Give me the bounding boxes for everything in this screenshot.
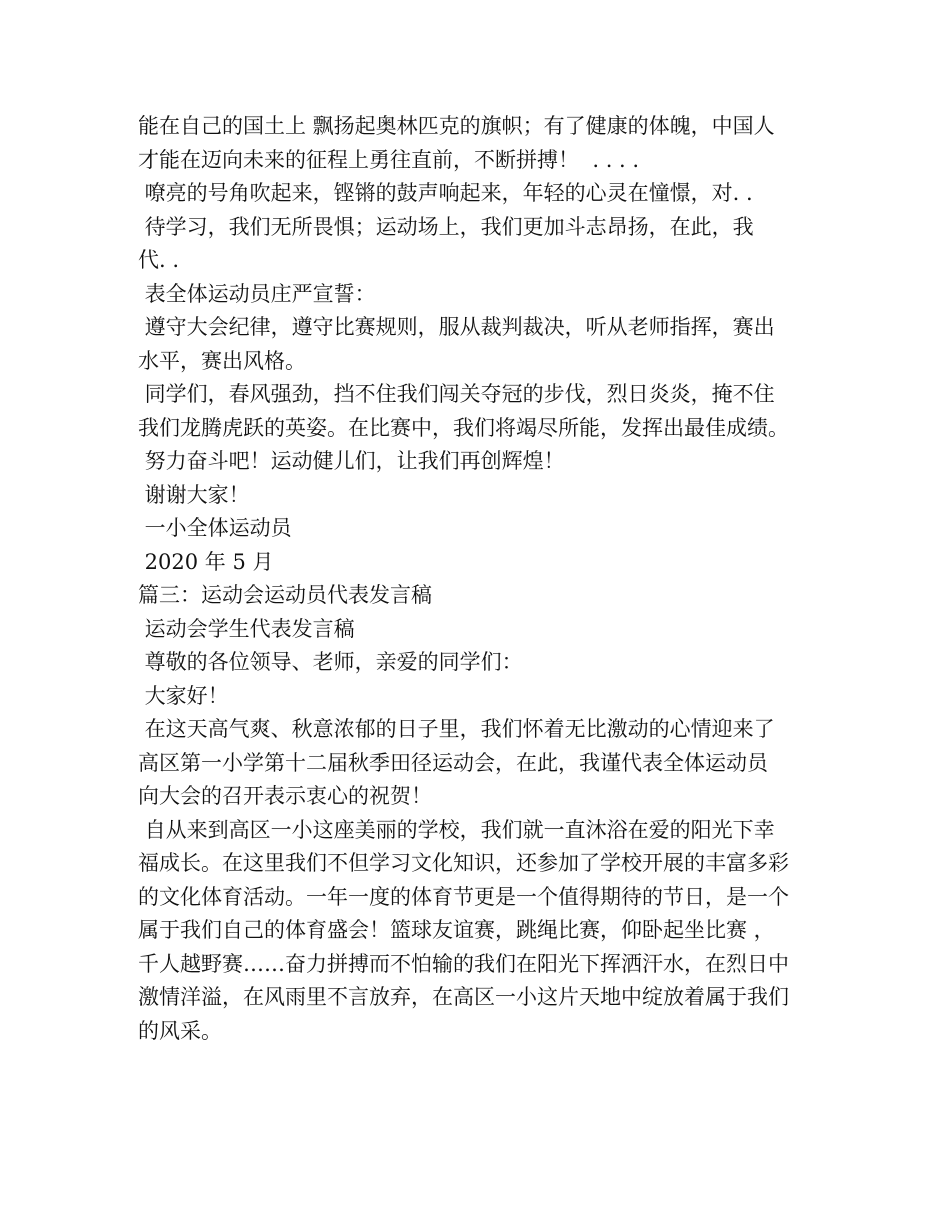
- text-line: 2020 年 5 月: [138, 549, 274, 574]
- text-line: 水平，赛出风格。: [138, 348, 306, 373]
- text-line: 运动会学生代表发言稿: [138, 616, 355, 641]
- text-line: 一小全体运动员: [138, 516, 292, 540]
- text-line: 的文化体育活动。一年一度的体育节更是一个值得期待的节日，是一个: [138, 884, 789, 909]
- text-line: 的风采。: [138, 1018, 222, 1043]
- text-line: 才能在迈向未来的征程上勇往直前，不断拼搏！ . . . .: [138, 147, 640, 172]
- text-line: 福成长。在这里我们不但学习文化知识，还参加了学校开展的丰富多彩: [138, 851, 789, 875]
- text-line: 待学习，我们无所畏惧；运动场上，我们更加斗志昂扬，在此，我: [138, 214, 754, 239]
- text-line: 遵守大会纪律，遵守比赛规则，服从裁判裁决，听从老师指挥，赛出: [138, 315, 775, 339]
- text-line: 努力奋斗吧！运动健儿们，让我们再创辉煌！: [138, 449, 565, 473]
- document-body: [138, 110, 818, 1048]
- text-line: 激情洋溢，在风雨里不言放弃，在高区一小这片天地中绽放着属于我们: [138, 985, 789, 1009]
- text-line: 千人越野赛……奋力拼搏而不怕输的我们在阳光下挥洒汗水，在烈日中: [138, 951, 789, 976]
- text-line: 嘹亮的号角吹起来，铿锵的鼓声响起来，年轻的心灵在憧憬，对. .: [138, 181, 753, 205]
- text-line: 谢谢大家！: [138, 482, 250, 507]
- text-line: 自从来到高区一小这座美丽的学校，我们就一直沐浴在爱的阳光下幸: [138, 817, 775, 842]
- text-line: 代. .: [138, 248, 180, 272]
- text-line: 表全体运动员庄严宣誓：: [138, 281, 376, 306]
- text-line: 同学们，春风强劲，挡不住我们闯关夺冠的步伐，烈日炎炎，掩不住: [138, 382, 775, 406]
- text-line: 向大会的召开表示衷心的祝贺！: [138, 784, 432, 808]
- text-line: 尊敬的各位领导、老师，亲爱的同学们：: [138, 650, 523, 674]
- text-line: 属于我们自己的体育盛会！篮球友谊赛，跳绳比赛，仰卧起坐比赛 ，: [138, 918, 775, 942]
- text-line: 大家好！: [138, 683, 229, 708]
- text-line: 高区第一小学第十二届秋季田径运动会，在此，我谨代表全体运动员: [138, 750, 768, 775]
- text-line: 我们龙腾虎跃的英姿。在比赛中，我们将竭尽所能，发挥出最佳成绩。: [138, 415, 789, 440]
- text-line: 能在自己的国土上 飘扬起奥林匹克的旗帜；有了健康的体魄，中国人: [138, 114, 775, 138]
- section-heading: 篇三：运动会运动员代表发言稿: [138, 583, 432, 607]
- text-line: 在这天高气爽、秋意浓郁的日子里，我们怀着无比激动的心情迎来了: [138, 717, 775, 741]
